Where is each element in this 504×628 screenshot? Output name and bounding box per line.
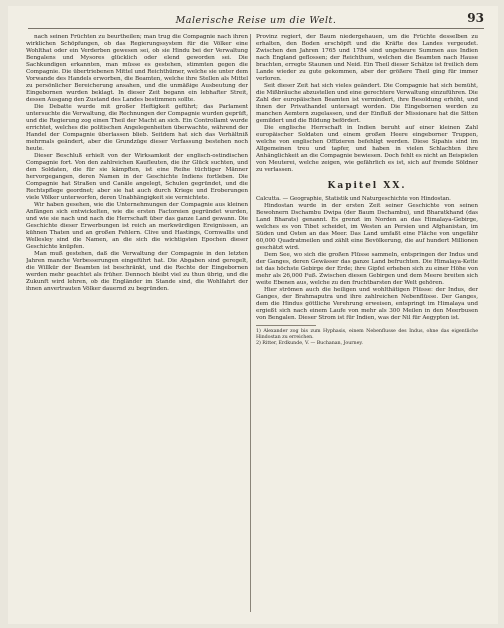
- chapter-summary: Calcutta. — Geographie, Statistik und Naturgeschichte von Hindostan.: [256, 196, 451, 202]
- paragraph: Hindostan wurde in der ersten Zeit seiner Geschichte von seinen Bewohnern Dschambu Dwipa (der Baum Dschambu), und Bharatkhand (das Land Bharats) genannt. Es grenzt im Norden an das Himalaya-Gebirge, welches es von Tibet scheidet, im Westen an Persien und Afghanistan, im Süden und Osten an das Meer. Das Land umfaßt eine Fläche von ungefähr 60,000 Quadratmeilen und zählt eine Bevölkerung, die auf hundert Millionen geschätzt wird.: [256, 202, 478, 251]
- paragraph: Dieser Beschluß erhielt von der Wirksamkeit der englisch-ostindischen Compagnie fort. Von den zahlreichen Kaufleuten, die ihr Glück suchten, und den Soldaten, die für sie kämpften, ist eine Reihe tüchtiger Männer hervorgegangen, deren Namen in der Geschichte Indiens fortleben. Die Compagnie hat Straßen und Canäle angelegt, Schulen gegründet, und die Rechtspflege geordnet; aber sie hat auch durch Kriege und Eroberungen viele Völker unterworfen, deren Unabhängigkeit sie vernichtete.: [26, 153, 248, 201]
- paragraph: nach seinen Früchten zu beurtheilen; man trug die Compagnie nach ihren wirklichen Schöpfungen, ob das Regierungssystem für die Völker eine Wohlthat oder ein Verderben gewesen sei, ob sie Hindu bei der Verwaltung Bengalens und Mysores glücklich oder elend geworden sei. Die Sachkundigen erkannten, man müsse es gestehen, stimmten gegen die Compagnie. Die übertriebenen Mittel und Reichthümer, welche sie unter dem Vorwande des Handels erworben, die Beamten, welche ihre Stellen als Mittel zu persönlicher Bereicherung ansahen, und die unmäßige Ausbeutung der Eingebornen wurden beklagt. In dieser Zeit begann ein lebhafter Streit, dessen Ausgang den Zustand des Landes bestimmen sollte.: [26, 34, 248, 103]
- right-column: [256, 34, 478, 612]
- paragraph: Seit dieser Zeit hat sich vieles geändert. Die Compagnie hat sich bemüht, die Mißbräuche abzustellen und eine gerechtere Verwaltung einzuführen. Die Zahl der europäischen Beamten ist vermindert, ihre Besoldung erhöht, und ihnen der Privathandel untersagt worden. Die Eingebornen werden zu manchen Aemtern zugelassen, und der Einfluß der Missionare hat die Sitten gemildert und die Bildung befördert.: [256, 83, 478, 124]
- paragraph: Hier strömen auch die heiligen und wohlthätigen Flüsse: der Indus, der Ganges, der Brahmaputra und ihre zahlreichen Nebenflüsse. Der Ganges, dem die Hindus göttliche Verehrung erweisen, entspringt im Himalaya und ergießt sich nach einem Laufe von mehr als 300 Meilen in den Meerbusen von Bengalen. Dieser Strom ist für Indien, was der Nil für Aegypten ist.: [256, 286, 478, 321]
- footnote-rule: [256, 325, 316, 326]
- paragraph: Provinz regiert, der Baum niedergehauen, um die Früchte desselben zu erhalten, den Boden erschöpft und die Kräfte des Landes vergeudet. Zwischen den Jahren 1765 und 1784 sind ungeheure Summen aus Indien nach England geflossen; der Reichthum, welchen die Beamten nach Hause brachten, erregte Staunen und Neid. Ein Theil dieser Schätze ist freilich dem Lande wieder zu gute gekommen, aber der größere Theil ging für immer verloren.: [256, 34, 478, 82]
- left-column: [26, 34, 248, 612]
- paragraph: Die Debatte wurde mit großer Heftigkeit geführt; das Parlament untersuchte die Verwaltung, die Rechnungen der Compagnie wurden geprüft, und die Regierung zog einen Theil der Macht an sich. Ein Controllamt wurde errichtet, welches die politischen Angelegenheiten überwachte, während der Handel der Compagnie überlassen blieb. Seitdem hat sich das Verhältniß mehrmals geändert, aber die Grundzüge dieser Verfassung bestehen noch heute.: [26, 104, 248, 152]
- paragraph: Man muß gestehen, daß die Verwaltung der Compagnie in den letzten Jahren manche Verbesserungen eingeführt hat. Die Abgaben sind geregelt, die Willkür der Beamten ist beschränkt, und die Rechte der Eingebornen werden mehr geachtet als früher. Dennoch bleibt viel zu thun übrig, und die Zukunft wird lehren, ob die Engländer im Stande sind, die Wohlfahrt der ihnen anvertrauten Völker dauernd zu begründen.: [26, 251, 248, 292]
- running-title: Malerische Reise um die Welt.: [175, 14, 337, 26]
- running-header: [28, 12, 484, 29]
- paragraph: Die englische Herrschaft in Indien beruht auf einer kleinen Zahl europäischer Soldaten und einem großen Heere eingeborner Truppen, welche von englischen Offizieren befehligt werden. Diese Sipahis sind im Allgemeinen treu und tapfer, und haben in vielen Schlachten ihre Anhänglichkeit an die Compagnie bewiesen. Doch fehlt es nicht an Beispielen von Meuterei, welche zeigen, wie gefährlich es ist, sich auf fremde Söldner zu verlassen.: [256, 125, 478, 173]
- book-page: [8, 6, 498, 624]
- chapter-heading: Kapitel XX.: [327, 181, 407, 191]
- column-divider: [250, 34, 251, 612]
- footnote: 2) Ritter, Erdkunde, V. — Buchanan, Journey.: [256, 340, 363, 346]
- paragraph: Wir haben gesehen, wie die Unternehmungen der Compagnie aus kleinen Anfängen sich entwickelten, wie die ersten Factoreien gegründet wurden, und wie sie nach und nach die Herrschaft über das ganze Land gewann. Die Geschichte dieser Erwerbungen ist reich an merkwürdigen Ereignissen, an kühnen Thaten und an großen Fehlern. Clive und Hastings, Cornwallis und Wellesley sind die Namen, an die sich die wichtigsten Epochen dieser Geschichte knüpfen.: [26, 202, 248, 250]
- page-number: 93: [467, 11, 484, 25]
- footnote: 1) Alexander zog bis zum Hyphasis, einem Nebenflusse des Indus, ohne das eigentliche Hindostan zu erreichen.: [256, 328, 478, 340]
- footnotes: [256, 329, 478, 347]
- paragraph: Dem See, wo sich die großen Flüsse sammeln, entspringen der Indus und der Ganges, deren Gewässer das ganze Land befruchten. Die Himalaya-Kette ist das höchste Gebirge der Erde; ihre Gipfel erheben sich zu einer Höhe von mehr als 26,000 Fuß. Zwischen diesen Gebirgen und dem Meere breiten sich weite Ebenen aus, welche zu den fruchtbarsten der Welt gehören.: [256, 251, 478, 286]
